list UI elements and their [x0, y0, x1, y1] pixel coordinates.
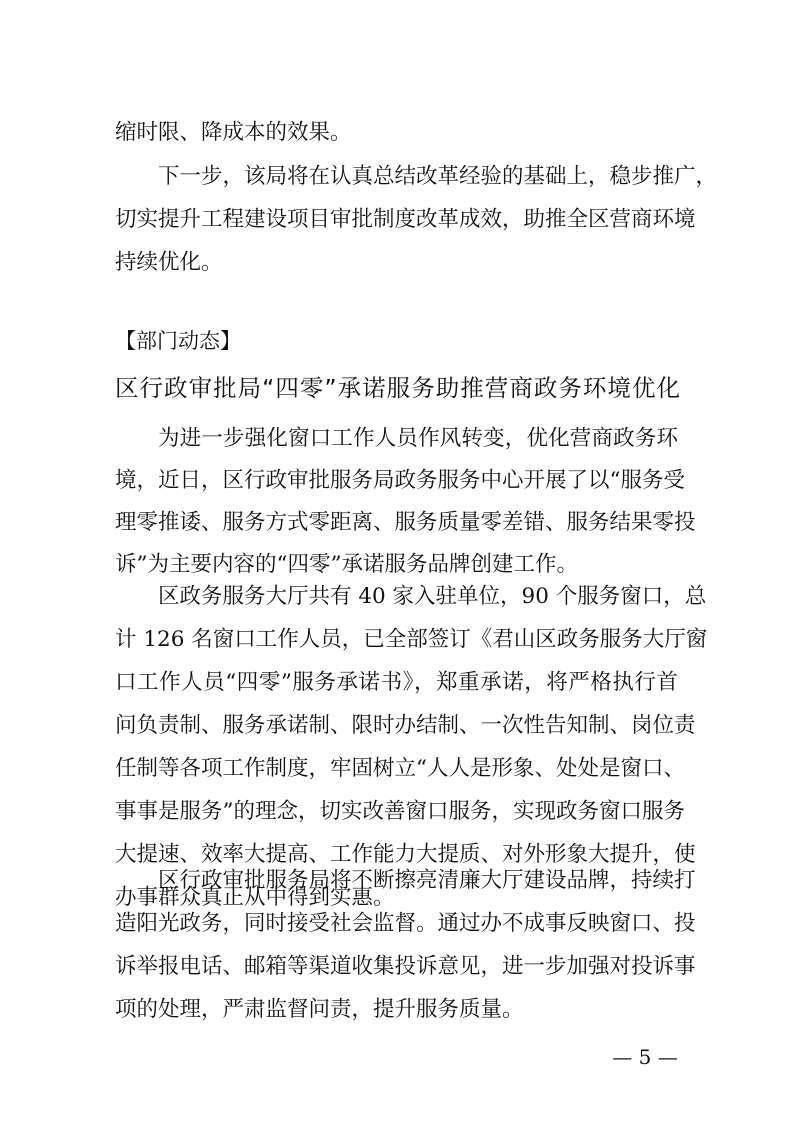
body-line: 境，近日，区行政审批服务局政务服务中心开展了以“服务受 [115, 468, 685, 493]
body-line: 大提速、效率大提高、工作能力大提质、对外形象大提升，使 [115, 842, 696, 867]
body-line: 为进一步强化窗口工作人员作风转变，优化营商政务环 [158, 426, 678, 451]
body-line: 任制等各项工作制度，牢固树立“人人是形象、处处是窗口、 [115, 756, 685, 781]
body-line: 区行政审批服务局将不断擦亮清廉大厅建设品牌，持续打 [158, 868, 696, 893]
page-number: — 5 — [612, 1045, 678, 1069]
section-label: 【部门动态】 [115, 329, 241, 353]
body-line: 下一步，该局将在认真总结改革经验的基础上，稳步推广， [158, 164, 718, 189]
body-line: 理零推诿、服务方式零距离、服务质量零差错、服务结果零投 [115, 510, 696, 535]
body-line: 切实提升工程建设项目审批制度改革成效，助推全区营商环境 [115, 207, 696, 232]
body-line: 区政务服务大厅共有 40 家入驻单位，90 个服务窗口，总 [158, 584, 707, 609]
body-line: 持续优化。 [115, 250, 223, 275]
article-title: 区行政审批局“四零”承诺服务助推营商政务环境优化 [115, 374, 680, 402]
body-line: 事事是服务”的理念，切实改善窗口服务，实现政务窗口服务 [115, 799, 685, 824]
body-line: 问负责制、服务承诺制、限时办结制、一次性告知制、岗位责 [115, 713, 696, 738]
body-line: 办事群众真正从中得到实惠。 [115, 885, 395, 910]
body-line: 造阳光政务，同时接受社会监督。通过办不成事反映窗口、投 [115, 911, 696, 936]
body-line: 口工作人员“四零”服务承诺书》，郑重承诺，将严格执行首 [115, 670, 678, 695]
body-line: 计 126 名窗口工作人员，已全部签订《君山区政务服务大厅窗 [115, 627, 708, 652]
body-line: 诉举报电话、邮箱等渠道收集投诉意见，进一步加强对投诉事 [115, 954, 696, 979]
body-line: 诉”为主要内容的“四零”承诺服务品牌创建工作。 [115, 552, 578, 577]
body-line: 缩时限、降成本的效果。 [115, 120, 352, 145]
body-line: 项的处理，严肃监督问责，提升服务质量。 [115, 997, 524, 1022]
